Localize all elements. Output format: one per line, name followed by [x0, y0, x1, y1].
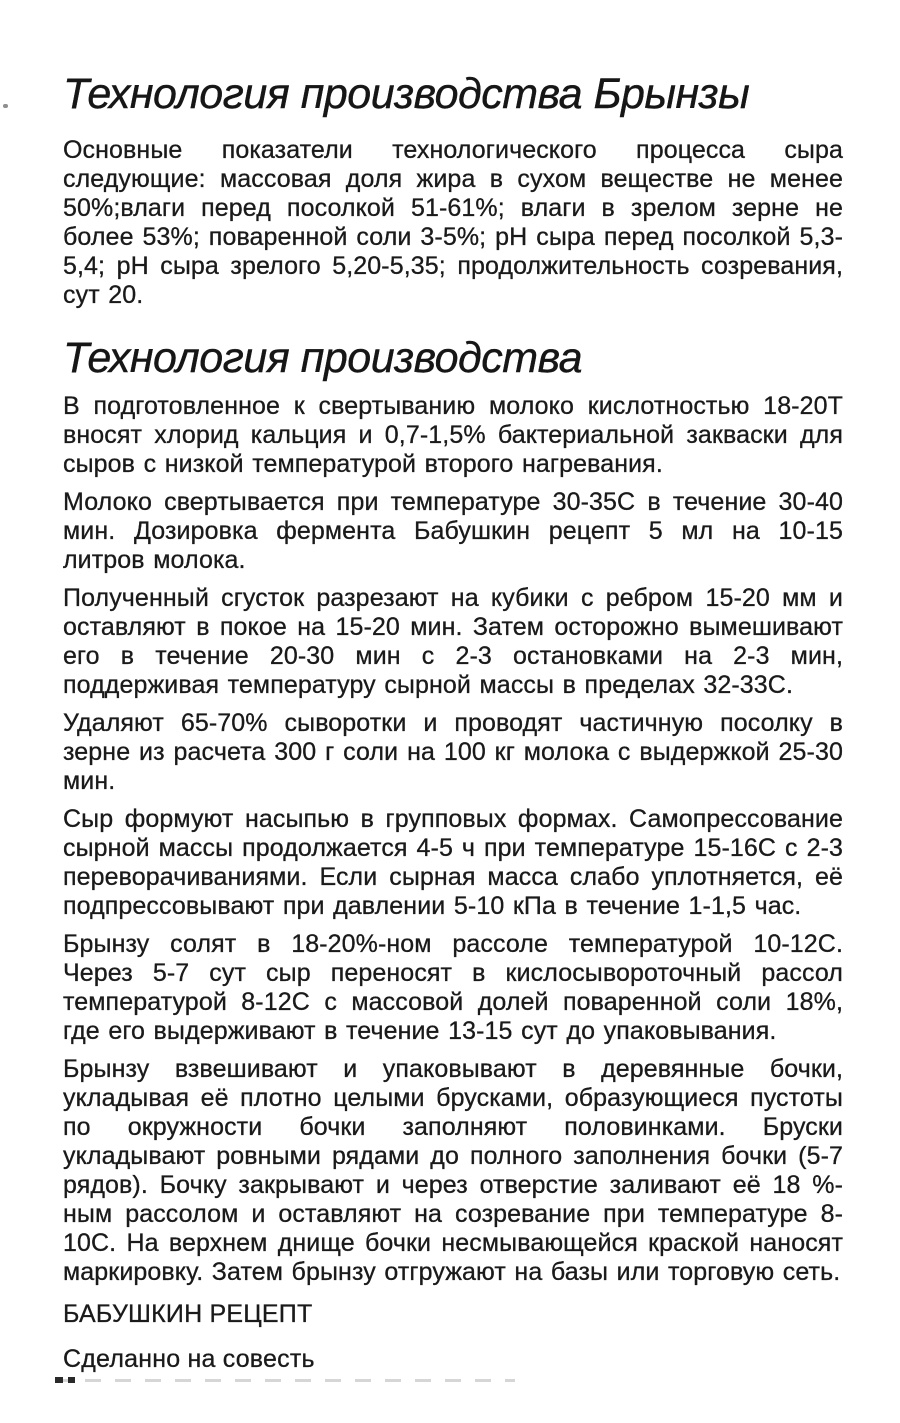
slogan-line: Сделанно на совесть [63, 1345, 315, 1373]
paragraph-milk-preparation: В подготовленное к свертыванию молоко кислотностью 18-20Т вносят хлорид кальция и 0,7-1,5% бактериальной закваски для сыров с низкой температурой второго нагревания. [63, 392, 843, 478]
scan-artifact-dark-dash [55, 1377, 63, 1383]
scan-artifact-dashed-line [55, 1379, 515, 1382]
paragraph-packing-barrels: Брынзу взвешивают и упаковывают в деревянные бочки, укладывая её плотно целыми брусками, образующиеся пустоты по окружности бочки заполняют половинками. Бруски укладывают ровными рядами до полного заполнения бочки (5-7 рядов). Бочку закрывают и через отверстие заливают её 18 %-ным рассолом и оставляют на созревание при температуре 8-10С. На верхнем днище бочки несмывающейся краской наносят маркировку. Затем брынзу отгружают на базы или торговую сеть. [63, 1055, 843, 1286]
paragraph-curd-cutting: Полученный сгусток разрезают на кубики с ребром 15-20 мм и оставляют в покое на 15-20 мин. Затем осторожно вымешивают его в течение 20-30 мин с 2-3 остановками на 2-3 мин, поддерживая температуру сырной массы в пределах 32-33С. [63, 584, 843, 699]
brand-name-line: БАБУШКИН РЕЦЕПТ [63, 1300, 313, 1328]
scan-artifact-dot [3, 104, 8, 108]
paragraph-coagulation: Молоко свертывается при температуре 30-35С в течение 30-40 мин. Дозировка фермента Бабушкин рецепт 5 мл на 10-15 литров молока. [63, 488, 843, 574]
section-title-brynza-production: Технология производства Брынзы [63, 70, 750, 118]
paragraph-process-indicators: Основные показатели технологического процесса сыра следующие: массовая доля жира в сухом веществе не менее 50%;влаги перед посолкой 51-61%; влаги в зрелом зерне не более 53%; поваренной соли 3-5%; рН сыра перед посолкой 5,3-5,4; рН сыра зрелого 5,20-5,35; продолжительность созревания, сут 20. [63, 136, 843, 309]
paragraph-molding-pressing: Сыр формуют насыпью в групповых формах. Самопрессование сырной массы продолжается 4-5 ч при температуре 15-16С с 2-3 переворачиваниями. Если сырная масса слабо уплотняется, её подпрессовывают при давлении 5-10 кПа в течение 1-1,5 час. [63, 805, 843, 920]
scan-artifact-dark-dash [68, 1377, 75, 1383]
section-title-production-technology: Технология производства [63, 334, 583, 382]
paragraph-brine-salting: Брынзу солят в 18-20%-ном рассоле температурой 10-12С. Через 5-7 сут сыр переносят в кислосывороточный рассол температурой 8-12С с массовой долей поваренной соли 18%, где его выдерживают в течение 13-15 сут до упаковывания. [63, 930, 843, 1045]
paragraph-whey-removal-salting: Удаляют 65-70% сыворотки и проводят частичную посолку в зерне из расчета 300 г соли на 100 кг молока с выдержкой 25-30 мин. [63, 709, 843, 795]
